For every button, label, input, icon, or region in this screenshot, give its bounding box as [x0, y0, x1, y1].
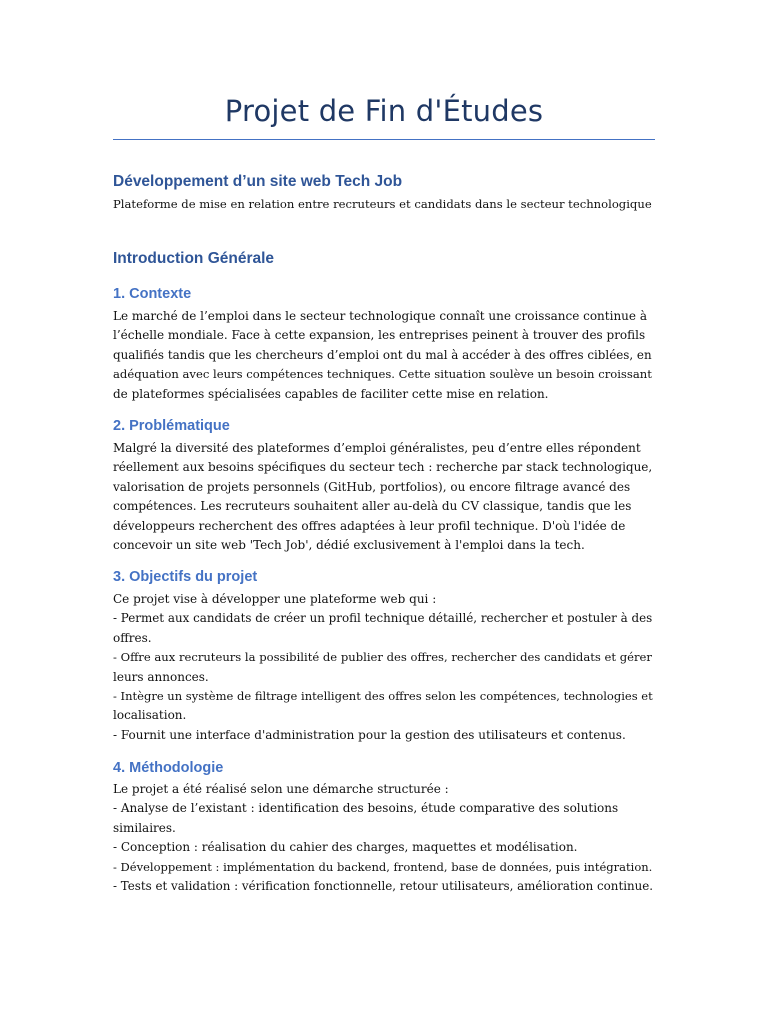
text-line: leurs annonces.: [113, 669, 209, 684]
introduction-heading: Introduction Générale: [113, 250, 275, 267]
text-line: Le projet a été réalisé selon une démarche structurée :: [113, 782, 449, 796]
section-heading-objectifs: 3. Objectifs du projet: [113, 569, 258, 585]
section-heading-contexte: 1. Contexte: [113, 286, 192, 302]
text-line: qualifiés tandis que les chercheurs d’emploi ont du mal à accéder à des offres ciblées, en: [113, 347, 652, 362]
text-line: réellement aux besoins spécifiques du secteur tech : recherche par stack technologique,: [113, 460, 653, 475]
text-line: Ce projet vise à développer une plateforme web qui :: [113, 592, 437, 606]
text-line: localisation.: [113, 708, 187, 723]
text-line: concevoir un site web 'Tech Job', dédié exclusivement à l'emploi dans la tech.: [113, 538, 585, 553]
text-line: offres.: [113, 630, 152, 645]
text-line: - Permet aux candidats de créer un profil technique détaillé, rechercher et postuler à des: [113, 611, 653, 626]
text-line: - Tests et validation : vérification fonctionnelle, retour utilisateurs, amélioration continue.: [113, 879, 654, 894]
text-line: - Analyse de l’existant : identification des besoins, étude comparative des solutions: [113, 801, 619, 816]
text-line: - Conception : réalisation du cahier des charges, maquettes et modélisation.: [113, 840, 578, 855]
document-subtitle: Développement d’un site web Tech Job: [113, 173, 403, 190]
title-underline: [113, 139, 655, 140]
text-line: de plateformes spécialisées capables de faciliter cette mise en relation.: [113, 386, 549, 401]
document-tagline: Plateforme de mise en relation entre recruteurs et candidats dans le secteur technologique: [113, 197, 652, 211]
text-line: compétences. Les recruteurs souhaitent aller au-delà du CV classique, tandis que les: [113, 499, 632, 514]
section-heading-problematique: 2. Problématique: [113, 418, 230, 434]
text-line: développeurs recherchent des offres adaptées à leur profil technique. D'où l'idée de: [113, 518, 626, 533]
section-paragraph-problematique: [113, 439, 655, 555]
text-line: - Intègre un système de filtrage intelligent des offres selon les compétences, technologies et: [113, 689, 653, 704]
section-paragraph-contexte: [113, 307, 655, 404]
text-line: adéquation avec leurs compétences techniques. Cette situation soulève un besoin croissant: [113, 367, 652, 382]
text-line: l’échelle mondiale. Face à cette expansion, les entreprises peinent à trouver des profils: [113, 328, 646, 343]
text-line: Malgré la diversité des plateformes d’emploi généralistes, peu d’entre elles répondent: [113, 441, 641, 455]
text-line: similaires.: [113, 820, 176, 835]
text-line: Le marché de l’emploi dans le secteur technologique connaît une croissance continue à: [113, 309, 647, 323]
text-line: - Fournit une interface d'administration pour la gestion des utilisateurs et contenus.: [113, 727, 626, 742]
text-line: valorisation de projets personnels (GitHub, portfolios), ou encore filtrage avancé des: [113, 479, 631, 494]
section-paragraph-objectifs: [113, 590, 655, 745]
text-line: - Développement : implémentation du backend, frontend, base de données, puis intégration.: [113, 859, 653, 874]
document-title: Projet de Fin d'Études: [224, 94, 544, 128]
section-paragraph-methodologie: [113, 780, 655, 896]
section-heading-methodologie: 4. Méthodologie: [113, 760, 224, 776]
text-line: - Offre aux recruteurs la possibilité de publier des offres, rechercher des candidats et gérer: [113, 650, 652, 665]
